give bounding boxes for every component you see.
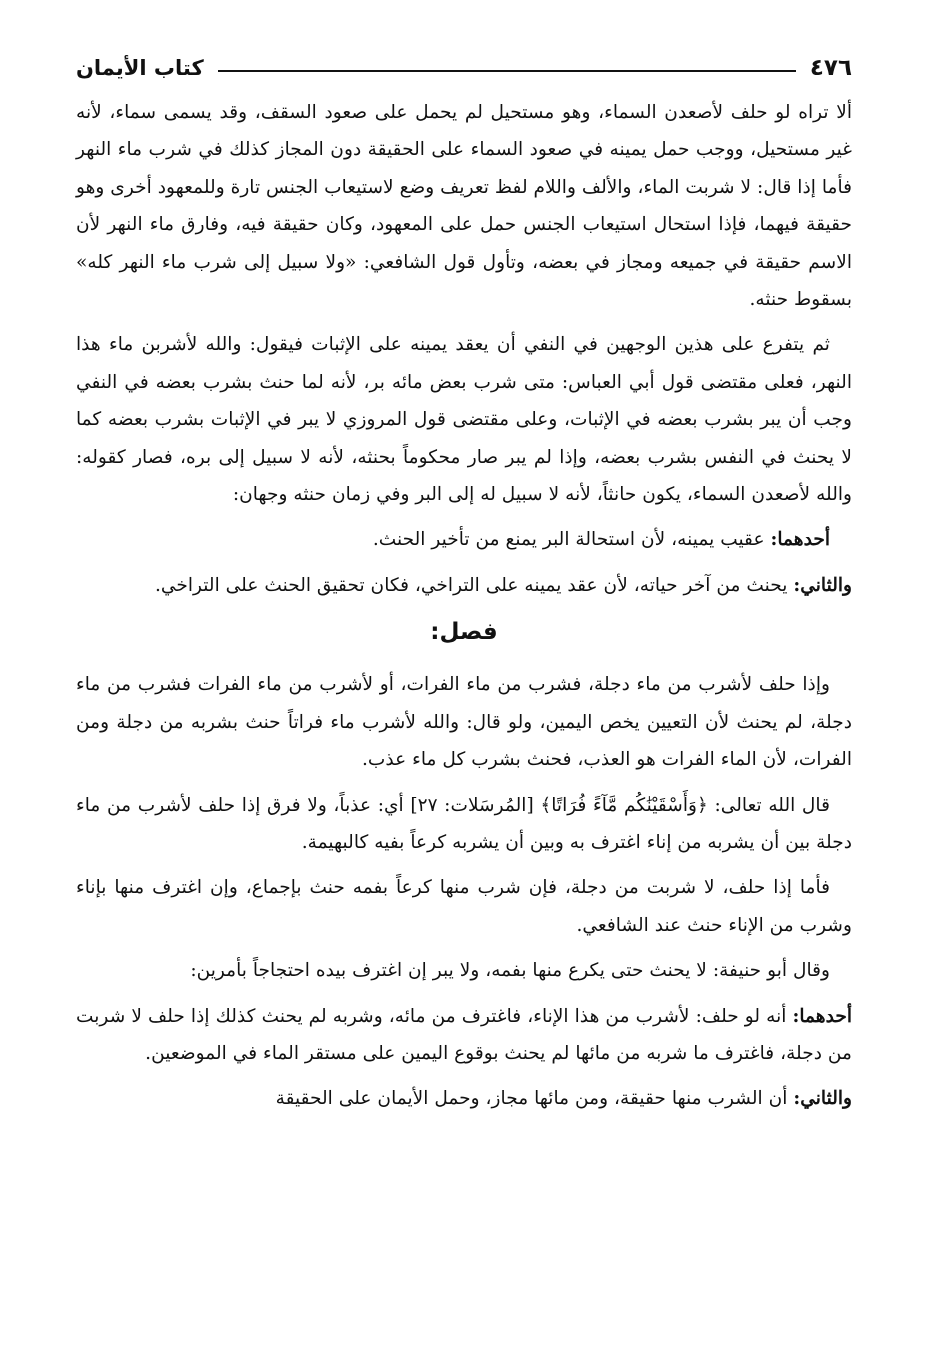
paragraph-text: وقال أبو حنيفة: لا يحنث حتى يكرع منها بفمه، ولا يبر إن اغترف بيده احتجاجاً بأمرين: [190,960,830,982]
paragraph-lead: أحدهما: [792,1005,852,1027]
paragraph [76,521,852,558]
section-heading: فصل: [430,619,498,646]
paragraph-text: يحنث من آخر حياته، لأن عقد يمينه على التراخي، فكان تحقيق الحنث على التراخي. [154,574,794,596]
paragraph-text: فأما إذا حلف، لا شربت من دجلة، فإن شرب منها كرعاً بفمه حنث بإجماع، وإن اغترف منها بإناء وشرب من الإناء حنث عند الشافعي. [76,877,852,936]
paragraph-lead: أحدهما: [770,529,830,551]
page-number: ٤٧٦ [809,55,852,81]
paragraph-text: أن الشرب منها حقيقة، ومن مائها مجاز، وحمل الأيمان على الحقيقة [275,1088,794,1110]
paragraph [76,94,852,318]
book-page [76,44,852,1370]
page-header [76,44,852,92]
paragraph-text: قال الله تعالى: ﴿وَأَسْقَيْنَٰكُم مَّآءً فُرَاتًا﴾ [المُرسَلات: ٢٧] أي: عذباً، ولا فرق إذا حلف لأشرب من ماء دجلة بين أن يشربه من إناء اغترف به وبين أن يشربه كرعاً بفيه كالبهيمة. [76,794,852,853]
paragraph [76,787,852,862]
paragraph [76,998,852,1073]
paragraph-text: أنه لو حلف: لأشرب من هذا الإناء، فاغترف من مائه، وشربه لم يحنث كذلك إذا حلف لا شربت من دجلة، فاغترف ما شربه من مائها لم يحنث بوقوع اليمين على مستقر الماء في الموضعين. [76,1005,852,1064]
page-body [76,94,852,1118]
paragraph-lead: والثاني: [793,574,852,596]
paragraph [76,952,852,989]
paragraph [76,567,852,604]
paragraph-text: وإذا حلف لأشرب من ماء دجلة، فشرب من ماء الفرات، أو لأشرب من ماء الفرات فشرب من ماء دجلة، لم يحنث لأن التعيين يخص اليمين، ولو قال: والله لأشرب ماء فراتاً حنث بشربه من دجلة ومن الفرات، لأن الماء الفرات هو العذب، فحنث بشرب كل ماء عذب. [76,674,852,771]
book-title: كتاب الأيمان [76,56,204,80]
paragraph [76,666,852,778]
paragraph [76,869,852,944]
paragraph [76,1080,852,1117]
paragraph-text: ثم يتفرع على هذين الوجهين في النفي أن يعقد يمينه على الإثبات فيقول: والله لأشربن ماء هذا النهر، فعلى مقتضى قول أبي العباس: متى شرب بعض مائه بر، لأنه لما حنث بشرب بعضه في النفي وجب أن يبر بشرب بعضه في الإثبات، وعلى مقتضى قول المروزي لا يبر في الإثبات بشرب بعضه كما لا يحنث في النفس بشرب بعضه، وإذا لم يبر صار محكوماً بحنثه، لأنه لا سبيل إلى بره، فصار كقوله: والله لأصعدن السماء، يكون حانثاً، لأنه لا سبيل له إلى البر وفي زمان حنثه وجهان: [76,334,852,506]
paragraph-text: ألا تراه لو حلف لأصعدن السماء، وهو مستحيل لم يحمل على صعود السقف، وقد يسمى سماء، لأنه غير مستحيل، ووجب حمل يمينه في صعود السماء على الحقيقة دون المجاز كذلك في شرب ماء النهر فأما إذا قال: لا شربت الماء، والألف واللام لفظ تعريف وضع لاستيعاب الجنس تارة وللمعهود أخرى وهو حقيقة فيهما، فإذا استحال استيعاب الجنس حمل على المعهود، وكان حقيقة فيه، وفارق ماء النهر لأن الاسم حقيقة في جميعه ومجاز في بعضه، وتأول قول الشافعي: «ولا سبيل إلى شرب ماء النهر كله» بسقوط حنثه. [76,102,852,311]
paragraph-text: عقيب يمينه، لأن استحالة البر يمنع من تأخير الحنث. [372,529,771,551]
paragraph [76,326,852,513]
header-divider [218,70,796,72]
paragraph-lead: والثاني: [793,1088,852,1110]
